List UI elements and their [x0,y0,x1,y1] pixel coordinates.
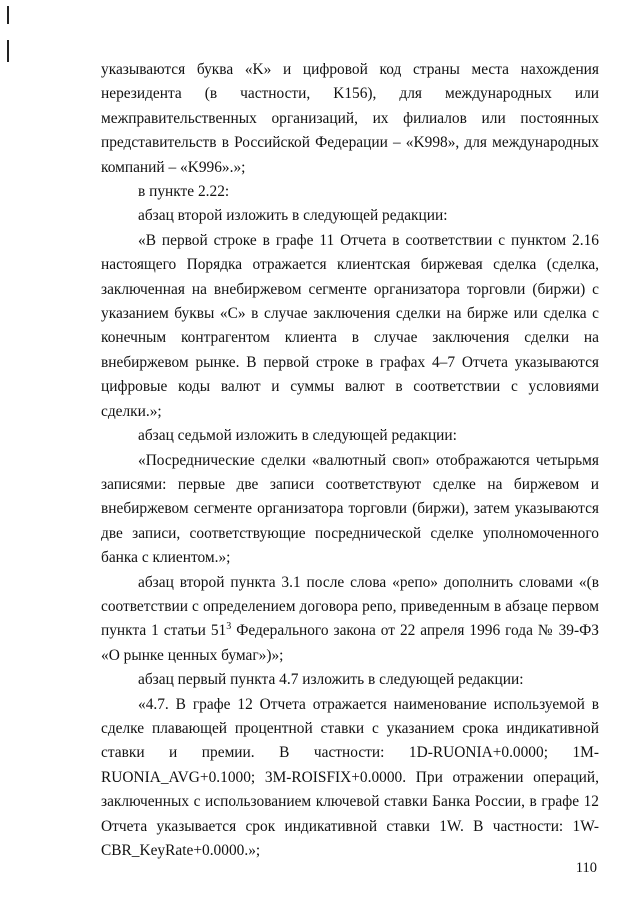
page-number: 110 [575,860,597,876]
paragraph-text-before: абзац второй пункта 3.1 после слова «репо» дополнить словами «(в соответствии с определением договора репо, приведенным в абзаце первом пункта 1 статьи 51 [101,573,599,640]
paragraph-quote-first-line: «В первой строке в графе 11 Отчета в соответствии с пунктом 2.16 настоящего Порядка отражается клиентская биржевая сделка (сделка, заключенная на внебиржевом сегменте организатора торговли (биржи) с указанием буквы «С» в случае заключения сделки на бирже или сделка с конечным контрагентом клиента в случае заключения сделки на внебиржевом рынке. В первой строке в графах 4–7 Отчета указываются цифровые коды валют и суммы валют в соответствии с условиями сделки.»; [101,231,599,420]
paragraph-instruction-seventh: абзац седьмой изложить в следующей редакции: [138,427,457,445]
superscript-article-number: 3 [226,621,232,633]
paragraph-continuation: указываются буква «K» и цифровой код страны места нахождения нерезидента (в частности, K156), для международных или межправительственных организаций, их филиалов или постоянных представительств в Российской Федерации – «K998», для международных компаний – «K996».»; [101,61,599,176]
paragraph-point-2-22: в пункте 2.22: [138,183,230,201]
paragraph-quote-swap: «Посреднические сделки «валютный своп» отображаются четырьмя записями: первые две записи соответствуют сделке на биржевом и внебиржевом сегменте организатора торговли (биржи), затем указываются две записи, соответствующие посреднической сделке уполномоченного банка с клиентом.»; [101,451,599,567]
scan-margin-mark [7,6,9,24]
paragraph-instruction-4-7: абзац первый пункта 4.7 изложить в следующей редакции: [138,671,524,689]
scan-margin-mark [7,40,9,62]
paragraph-point-3-1 [101,571,599,669]
paragraph-quote-4-7: «4.7. В графе 12 Отчета отражается наименование используемой в сделке плавающей процентной ставки с указанием срока индикативной ставки и премии. В частности: 1D-RUONIA+0.0000; 1M-RUONIA_AVG+0.1000; 3M-ROISFIX+0.0000. При отражении операций, заключенных с использованием ключевой ставки Банка России, в графе 12 Отчета указывается срок индикативной ставки 1W. В частности: 1W-CBR_KeyRate+0.0000.»; [101,695,599,859]
paragraph-text-after: Федерального закона от 22 апреля 1996 года № 39-ФЗ «О рынке ценных бумаг»)»; [101,622,599,664]
paragraph-instruction-second: абзац второй изложить в следующей редакции: [138,207,448,225]
document-page [101,58,599,863]
